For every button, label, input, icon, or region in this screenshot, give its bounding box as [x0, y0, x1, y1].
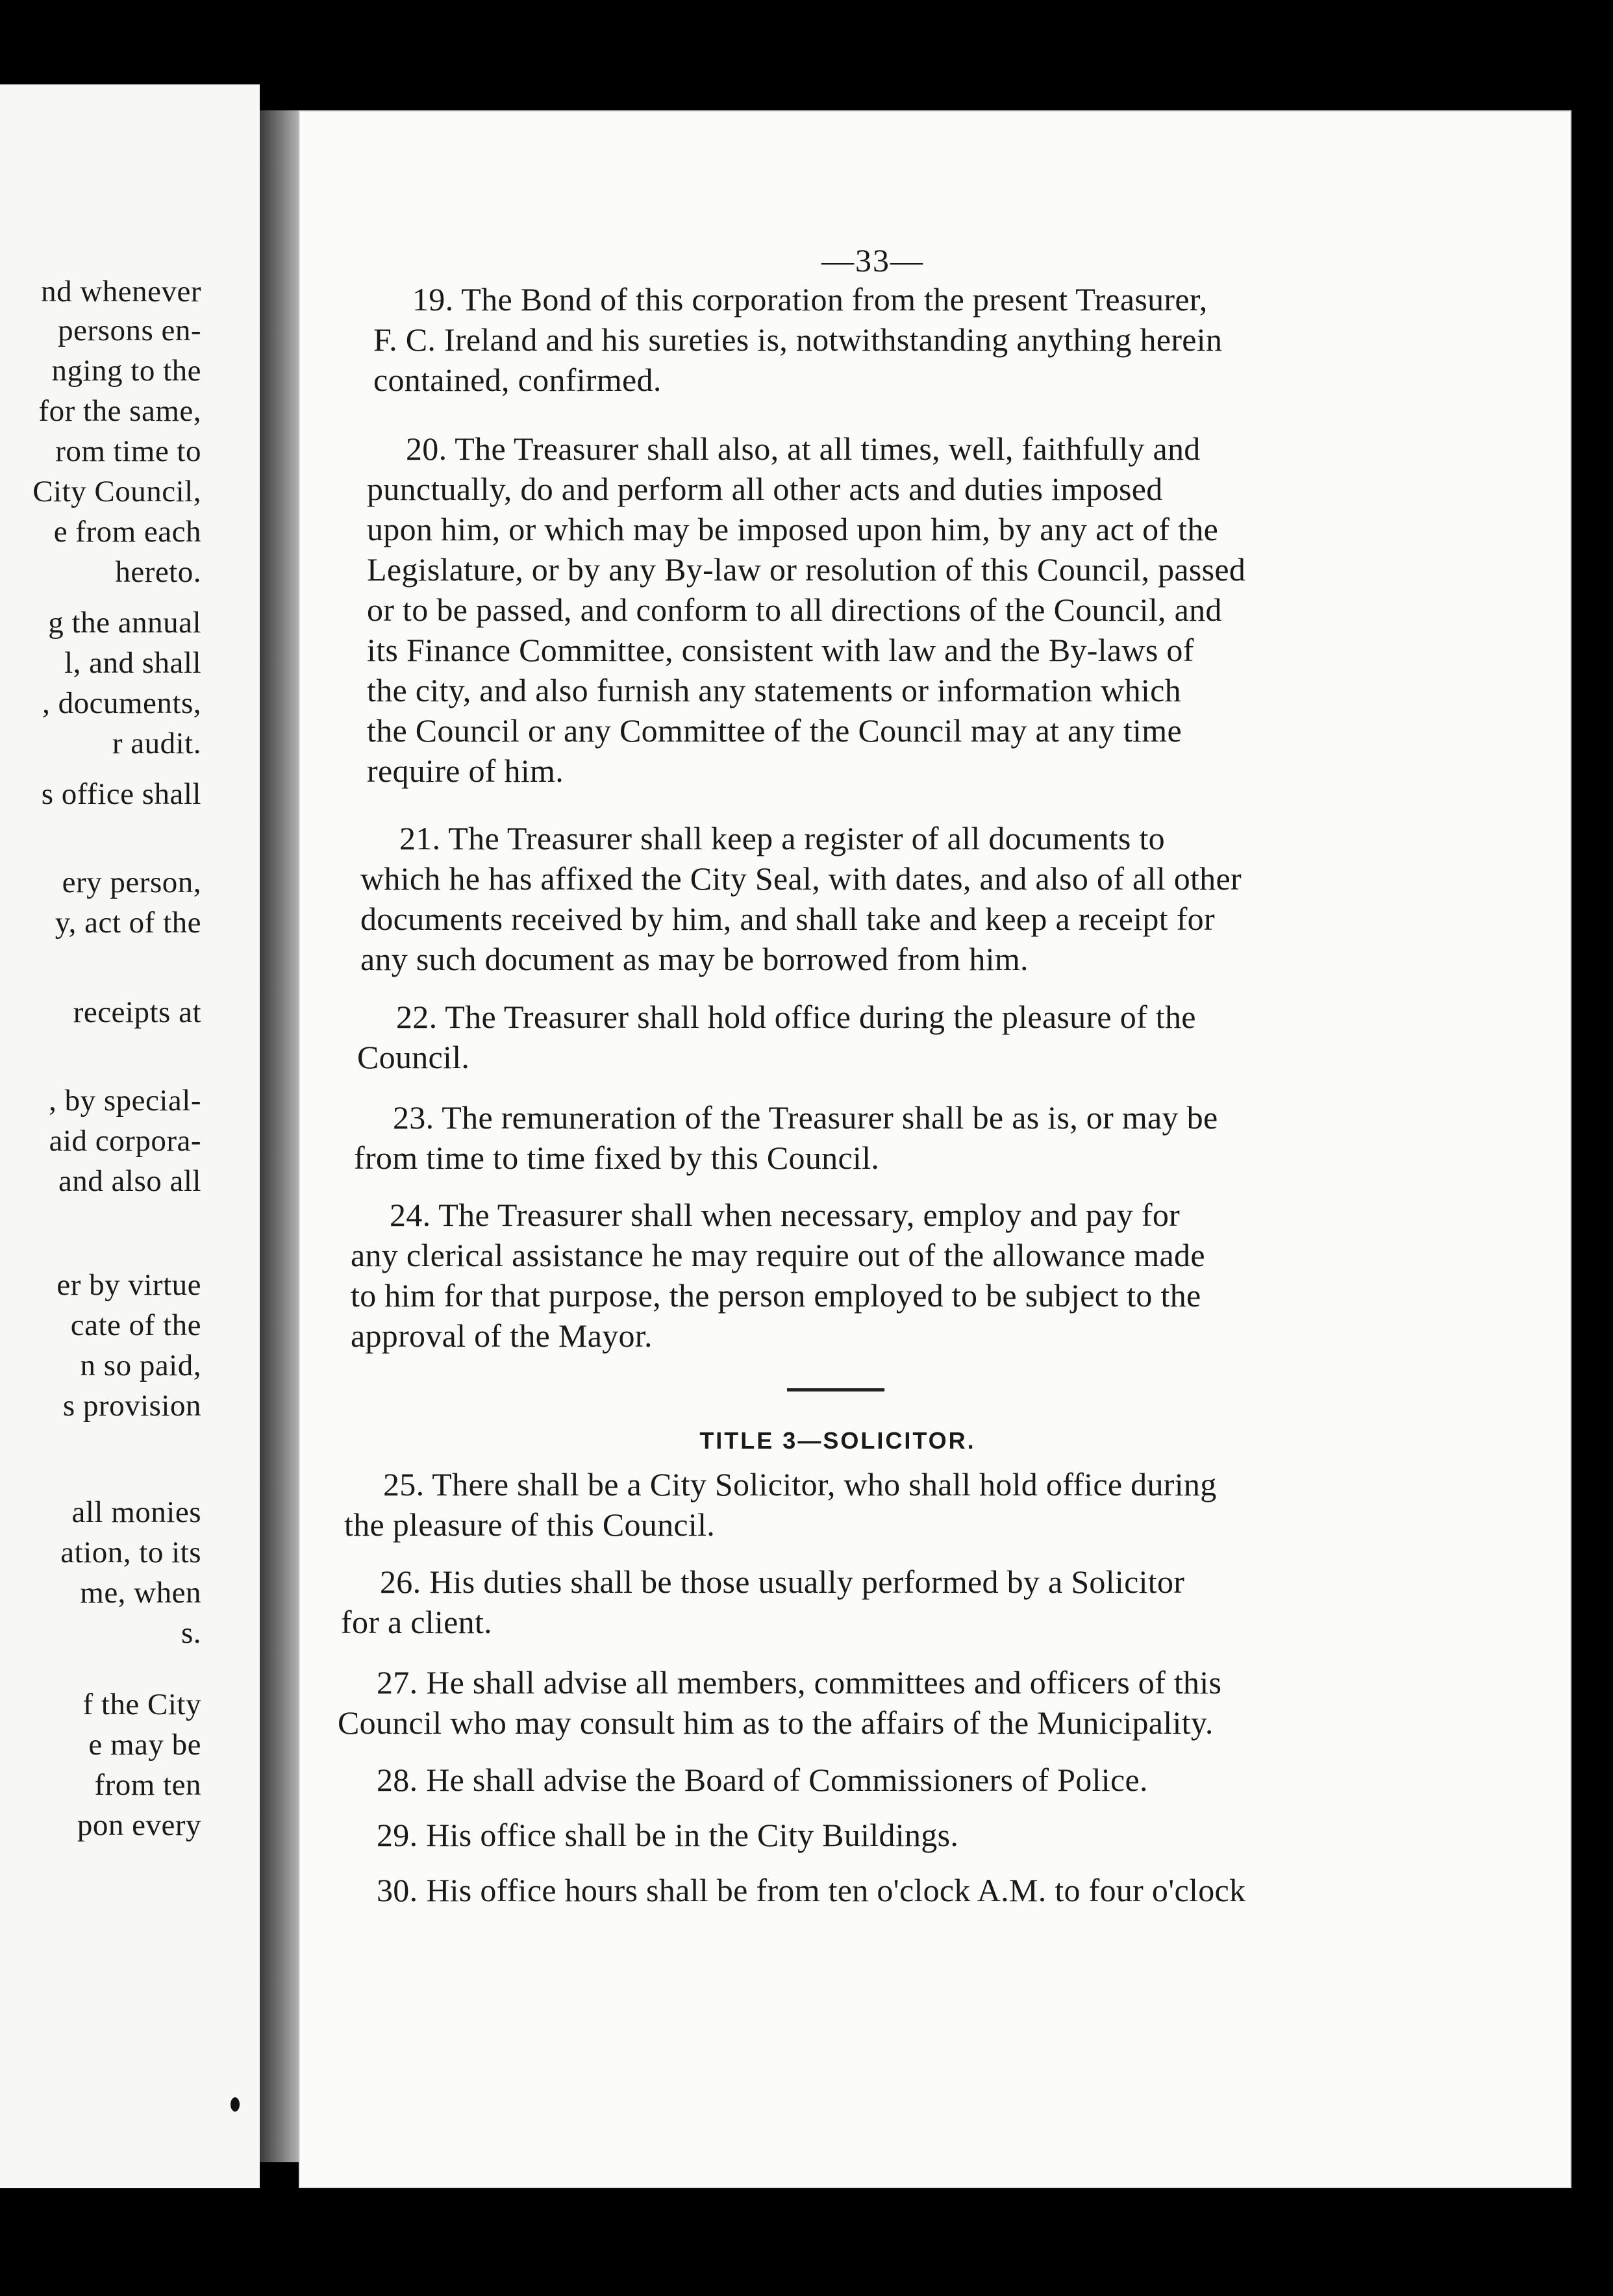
text-line: documents received by him, and shall take and keep a receipt for: [360, 901, 1215, 937]
section-heading: TITLE 3—SOLICITOR.: [699, 1427, 976, 1454]
text-line: 20. The Treasurer shall also, at all times, well, faithfully and: [406, 430, 1201, 467]
left-page-line: all monies: [71, 1495, 201, 1529]
text-line: Legislature, or by any By-law or resolution of this Council, passed: [367, 551, 1246, 588]
previous-page-fragment: [0, 84, 260, 2188]
left-page-line: cate of the: [70, 1308, 201, 1342]
left-page-line: City Council,: [32, 475, 201, 508]
text-line: the city, and also furnish any statements or information which: [367, 672, 1181, 708]
text-line: or to be passed, and conform to all directions of the Council, and: [367, 592, 1222, 628]
text-line: the Council or any Committee of the Council may at any time: [367, 712, 1182, 749]
text-line: 23. The remuneration of the Treasurer shall be as is, or may be: [393, 1099, 1218, 1136]
text-line: 29. His office shall be in the City Buildings.: [377, 1817, 959, 1853]
left-page-line: hereto.: [115, 555, 201, 589]
section-25: [344, 1464, 1357, 1545]
left-page-line: receipts at: [73, 995, 201, 1029]
section-22: [357, 997, 1357, 1077]
binding-mark: [231, 2097, 240, 2112]
left-page-line: s.: [181, 1616, 201, 1650]
section-20: [367, 429, 1354, 791]
left-page-line: er by virtue: [56, 1268, 201, 1302]
page-number: —33—: [821, 242, 924, 279]
text-line: contained, confirmed.: [373, 362, 662, 398]
left-page-line: , by special-: [49, 1084, 201, 1117]
left-page-line: n so paid,: [80, 1349, 201, 1382]
text-line: Council who may consult him as to the affairs of the Municipality.: [338, 1704, 1214, 1741]
left-page-line: ation, to its: [60, 1536, 201, 1569]
text-line: 24. The Treasurer shall when necessary, employ and pay for: [390, 1197, 1181, 1233]
section-24: [351, 1195, 1357, 1356]
text-line: punctually, do and perform all other acts and duties imposed: [367, 471, 1163, 507]
text-line: 28. He shall advise the Board of Commissioners of Police.: [377, 1762, 1148, 1798]
section-27: [338, 1662, 1357, 1743]
text-line: for a client.: [341, 1604, 492, 1640]
text-line: approval of the Mayor.: [351, 1317, 653, 1354]
text-line: 27. He shall advise all members, committees and officers of this: [377, 1664, 1222, 1701]
text-line: 25. There shall be a City Solicitor, who shall hold office during: [383, 1466, 1217, 1503]
section-21: [360, 818, 1354, 979]
section-28: [338, 1760, 1357, 1800]
text-line: 26. His duties shall be those usually performed by a Solicitor: [380, 1564, 1185, 1600]
text-line: Council.: [357, 1039, 470, 1075]
left-page-line: l, and shall: [64, 646, 201, 680]
text-line: upon him, or which may be imposed upon him, by any act of the: [367, 511, 1219, 547]
section-23: [354, 1097, 1357, 1178]
left-page-line: for the same,: [38, 394, 201, 428]
section-30: [338, 1870, 1357, 1910]
text-line: 22. The Treasurer shall hold office during the pleasure of the: [396, 999, 1196, 1035]
left-page-line: s office shall: [41, 777, 201, 811]
left-page-line: r audit.: [112, 727, 201, 760]
left-page-line: and also all: [58, 1164, 201, 1198]
left-page-line: from ten: [94, 1768, 201, 1802]
section-19: [373, 279, 1354, 400]
left-page-line: aid corpora-: [49, 1124, 201, 1158]
section-divider: [787, 1388, 884, 1391]
text-line: 30. His office hours shall be from ten o'clock A.M. to four o'clock: [377, 1872, 1246, 1908]
left-page-line: y, act of the: [55, 906, 201, 940]
left-page-line: persons en-: [58, 314, 201, 347]
section-29: [338, 1815, 1357, 1855]
left-page-line: ery person,: [62, 866, 201, 899]
left-page-line: rom time to: [55, 434, 201, 468]
text-line: 21. The Treasurer shall keep a register of all documents to: [399, 820, 1165, 856]
left-page-line: me, when: [80, 1576, 201, 1610]
left-page-line: e may be: [88, 1728, 201, 1762]
text-line: any clerical assistance he may require out of the allowance made: [351, 1237, 1205, 1273]
left-page-line: s provision: [62, 1389, 201, 1423]
text-line: require of him.: [367, 753, 564, 789]
left-page-line: nd whenever: [41, 275, 201, 308]
left-page-line: nging to the: [51, 354, 201, 388]
left-page-line: e from each: [53, 515, 201, 549]
left-page-line: , documents,: [42, 686, 201, 720]
text-line: the pleasure of this Council.: [344, 1506, 716, 1543]
text-line: from time to time fixed by this Council.: [354, 1140, 880, 1176]
section-26: [341, 1562, 1357, 1642]
left-page-line: f the City: [82, 1688, 201, 1721]
left-page-line: pon every: [77, 1808, 201, 1842]
left-page-line: g the annual: [48, 606, 201, 640]
text-line: which he has affixed the City Seal, with dates, and also of all other: [360, 860, 1242, 897]
text-line: 19. The Bond of this corporation from the present Treasurer,: [412, 281, 1208, 318]
text-line: to him for that purpose, the person employed to be subject to the: [351, 1277, 1201, 1314]
text-line: its Finance Committee, consistent with law and the By-laws of: [367, 632, 1194, 668]
text-line: any such document as may be borrowed from him.: [360, 941, 1029, 977]
text-line: F. C. Ireland and his sureties is, notwithstanding anything herein: [373, 321, 1223, 358]
